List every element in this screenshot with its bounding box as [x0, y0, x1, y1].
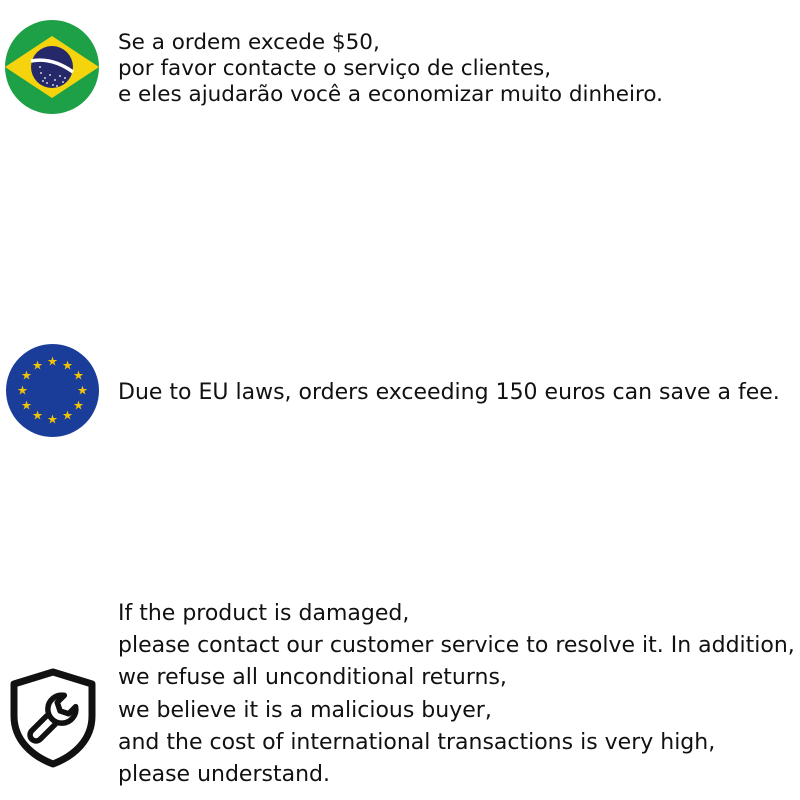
- notice-line: Se a ordem excede $50,: [118, 30, 380, 55]
- notice-line: we believe it is a malicious buyer,: [118, 697, 492, 723]
- notice-line: please contact our customer service to resolve it. In addition,: [118, 633, 795, 659]
- eu-flag-icon: [6, 344, 99, 437]
- notice-line: Due to EU laws, orders exceeding 150 euros can save a fee.: [118, 380, 780, 405]
- notice-return-policy-text: [118, 598, 795, 791]
- notice-line: e eles ajudarão você a economizar muito dinheiro.: [118, 82, 663, 107]
- shield-wrench-icon: [8, 668, 98, 768]
- notice-line: please understand.: [118, 762, 330, 788]
- notice-brazil-text: [118, 30, 663, 108]
- notice-line: If the product is damaged,: [118, 601, 410, 626]
- notice-eu-text: [118, 378, 780, 408]
- notice-line: we refuse all unconditional returns,: [118, 665, 507, 691]
- notice-line: and the cost of international transactions is very high,: [118, 729, 716, 755]
- brazil-flag-icon: [5, 20, 99, 114]
- notice-line: por favor contacte o serviço de clientes,: [118, 56, 552, 81]
